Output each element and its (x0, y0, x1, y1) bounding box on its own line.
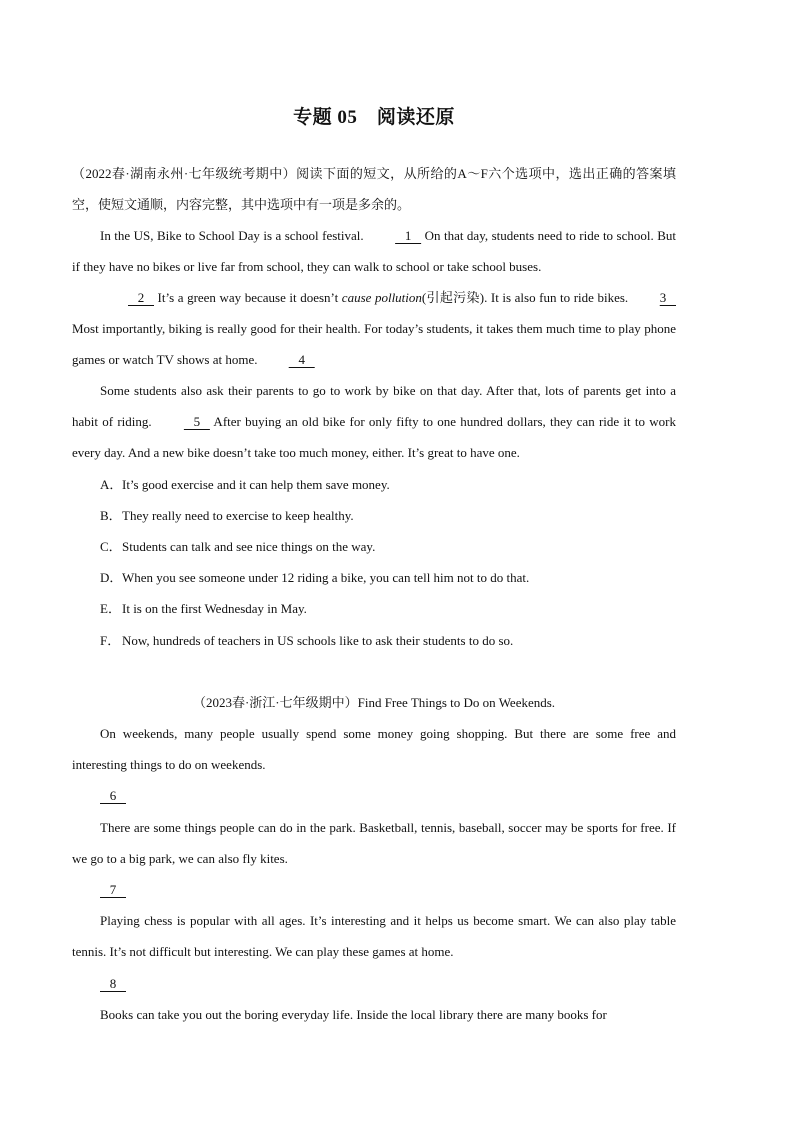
passage-text: On that day, students need to ride to school. But if they have no bikes or live far from school, they can walk to school or take school buses. (72, 228, 676, 274)
blank-7-line (100, 874, 126, 905)
blank-2[interactable]: 2 (128, 290, 154, 305)
option-label: A． (100, 477, 123, 492)
option-text: It’s good exercise and it can help them save money. (122, 477, 390, 492)
option-c[interactable] (100, 531, 375, 562)
passage-text: In the US, Bike to School Day is a school festival. (100, 228, 368, 243)
option-label: C． (100, 539, 122, 554)
option-label: F． (100, 633, 121, 648)
passage-italic-text: cause pollution (341, 290, 422, 305)
passage1-paragraph2 (72, 282, 676, 375)
blank-6[interactable]: 6 (100, 788, 126, 803)
blank-5[interactable]: 5 (183, 414, 210, 429)
option-label: E． (100, 601, 121, 616)
blank-1[interactable]: 1 (395, 228, 422, 243)
blank-7[interactable]: 7 (100, 882, 126, 897)
blank-3[interactable]: 3 (659, 290, 676, 305)
blank-6-line (100, 780, 126, 811)
passage2-paragraph4: Books can take you out the boring everyday life. Inside the local library there are many books for (100, 1007, 607, 1022)
section1-intro: （2022春·湖南永州·七年级统考期中）阅读下面的短文，从所给的A～F六个选项中，选出正确的答案填空，使短文通顺，内容完整，其中选项中有一项是多余的。 (72, 166, 676, 212)
passage-text: Some students also ask their parents to go to work by bike on that day. After that, lots of parents get into a habit of riding. (72, 383, 676, 429)
page-title: 专题 05 阅读还原 (293, 107, 455, 128)
option-text: Now, hundreds of teachers in US schools like to ask their students to do so. (122, 633, 514, 648)
passage-text: (引起污染). It is also fun to ride bikes. (421, 290, 632, 305)
option-b[interactable] (100, 500, 354, 531)
blank-8[interactable]: 8 (100, 976, 126, 991)
option-text: When you see someone under 12 riding a bike, you can tell him not to do that. (122, 570, 530, 585)
option-e[interactable] (100, 593, 307, 624)
option-label: B． (100, 508, 122, 523)
passage2-paragraph3: Playing chess is popular with all ages. It’s interesting and it helps us become smart. We can also play table tennis. It’s not difficult but interesting. We can play these games at home. (72, 913, 676, 959)
blank-8-line (100, 968, 126, 999)
option-d[interactable] (100, 562, 529, 593)
option-f[interactable] (100, 625, 513, 656)
option-text: It is on the first Wednesday in May. (122, 601, 307, 616)
option-text: They really need to exercise to keep healthy. (122, 508, 354, 523)
passage2-paragraph2: There are some things people can do in the park. Basketball, tennis, baseball, soccer may be sports for free. If we go to a big park, we can also fly kites. (72, 820, 676, 866)
option-a[interactable] (100, 469, 390, 500)
passage-text: Most importantly, biking is really good for their health. For today’s students, it takes them much time to play phone games or watch TV shows at home. (72, 321, 676, 367)
option-text: Students can talk and see nice things on the way. (122, 539, 376, 554)
blank-4[interactable]: 4 (288, 352, 315, 367)
passage2-paragraph1: On weekends, many people usually spend some money going shopping. But there are some free and interesting things to do on weekends. (72, 726, 676, 772)
passage1-paragraph1 (72, 220, 676, 282)
passage-text: It’s a green way because it doesn’t (154, 290, 342, 305)
option-label: D． (100, 570, 123, 585)
passage1-paragraph3 (72, 375, 676, 468)
passage-text: After buying an old bike for only fifty to one hundred dollars, they can ride it to work every day. And a new bike doesn’t take too much money, either. It’s great to have one. (72, 414, 676, 460)
section2-heading: （2023春·浙江·七年级期中）Find Free Things to Do on Weekends. (192, 695, 556, 710)
